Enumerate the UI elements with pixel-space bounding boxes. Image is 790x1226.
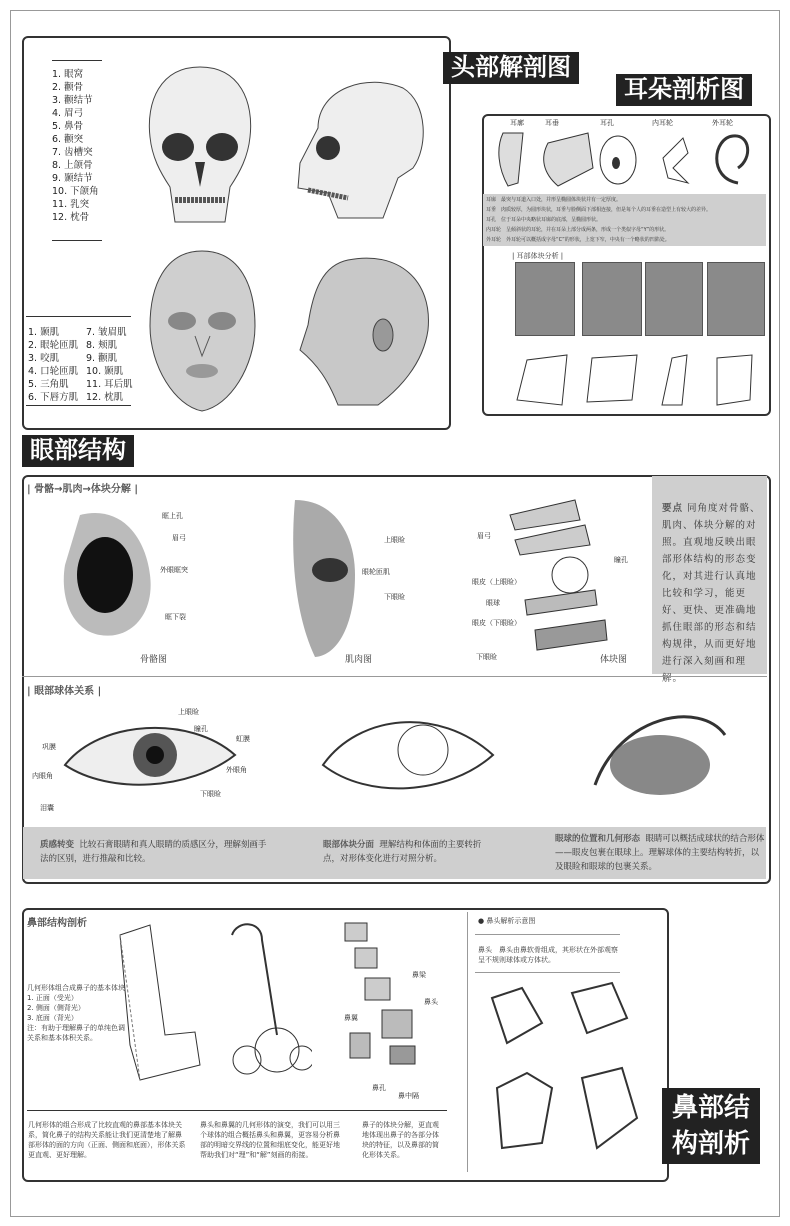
eye-geometry-drawing (590, 695, 730, 805)
ear-part-label: 内耳轮 (652, 119, 673, 127)
ear-description-item: 耳廓 最突与耳道入口处，并形呈椭圆体块状并有一定厚度。 (486, 197, 622, 203)
divider (52, 60, 102, 61)
note-geometry (555, 832, 765, 874)
nose-note: 鼻子的体块分解，更直观地体现出鼻子的各部分体块的特征，以及鼻部的简化形体关系。 (362, 1121, 439, 1159)
ear-description-item: 内耳轮 呈倾斜状的耳轮，并在耳朵上部分成两条，形成一个类似字母“Y”的形状。 (486, 227, 670, 233)
divider (52, 240, 102, 241)
muscle-list-item: 1. 颞肌 (28, 327, 60, 338)
bone-label: 眶下裂 (165, 613, 186, 621)
eye-caption: 骨骼图 (140, 655, 168, 665)
nose-tip-blocks-drawing (482, 978, 652, 1158)
nose-block-label: 鼻头 (424, 998, 438, 1006)
ear-description-item: 外耳轮 外耳轮可以概括成字母“C”的形状，上宽下窄，中央有一个略状的凹陷处。 (486, 237, 670, 243)
nose-structure-tag: 鼻部结 构剖析 (662, 1088, 760, 1164)
divider (26, 316, 131, 317)
block-label: 眼皮（下眼睑） (472, 619, 521, 627)
ear-parts-drawing (488, 128, 760, 190)
eyeball-realistic-drawing (60, 710, 240, 800)
divider (22, 676, 767, 677)
head-muscles-front-drawing (140, 246, 265, 416)
eyeball-label: 泪囊 (40, 804, 54, 812)
muscle-list-item: 9. 颧肌 (86, 353, 118, 364)
block-label: 瞳孔 (614, 556, 628, 564)
ear-description-item: 耳孔 位于耳朵中央略状耳廓的底部，呈椭圆形状。 (486, 217, 602, 223)
bone-label: 眶上孔 (162, 512, 183, 520)
ear-photo-3 (645, 262, 703, 336)
tips-title: 要点 (662, 503, 684, 514)
nose-section-title: 鼻部结构剖析 (27, 918, 87, 929)
nose-note: 几何形体的组合形成了比较直观的鼻部基本体块关系，简化鼻子的结构关系能让我们更清楚地了解鼻部形体的面的方向（正面、侧面和底面），形体关系更直观、更好理解。 (28, 1121, 186, 1159)
ear-block-sketches (512, 350, 762, 410)
muscle-list-item: 10. 颞肌 (86, 366, 124, 377)
bone-list-item: 1. 眼窝 (52, 69, 84, 80)
nose-block-label: 鼻孔 (372, 1084, 386, 1092)
muscle-label: 上眼睑 (384, 536, 405, 544)
bone-list-item: 9. 颞结节 (52, 173, 93, 184)
eye-tips (662, 500, 762, 687)
skull-front-drawing (140, 62, 260, 232)
muscle-list-item: 12. 枕肌 (86, 392, 124, 403)
note-text: 眼睛可以概括成球状的结合形体——眼皮包裹在眼球上。理解球体的主要结构转折，以及眼睑和眼球的包裹关系。 (555, 834, 765, 872)
eyeball-label: 外眼角 (226, 766, 247, 774)
bone-list-item: 3. 颧结节 (52, 95, 93, 106)
note-title: 眼球的位置和几何形态 (555, 834, 641, 844)
eyeball-label: 下眼睑 (200, 790, 221, 798)
geo-title: 几何形体组合成鼻子的基本体块 (27, 984, 125, 992)
muscle-list-item: 2. 眼轮匝肌 (28, 340, 79, 351)
muscle-list-left (28, 326, 78, 404)
block-label: 眼球 (486, 599, 500, 607)
ear-part-label: 耳垂 (545, 119, 559, 127)
view-front: 1. 正面（受光） (27, 994, 78, 1002)
muscle-list-item: 4. 口轮匝肌 (28, 366, 79, 377)
ear-part-label: 外耳轮 (712, 119, 733, 127)
eye-structure-tag: 眼部结构 (22, 435, 134, 467)
ear-photo-1 (515, 262, 575, 336)
bone-list-item: 6. 颧突 (52, 134, 84, 145)
eye-bone-drawing (60, 505, 160, 645)
note-planes (323, 838, 498, 866)
ear-description-list (486, 195, 764, 245)
bone-label: 眉弓 (172, 534, 186, 542)
eye-planes-drawing (318, 700, 498, 805)
nose-right-title: ● 鼻头解析示意图 (478, 917, 536, 925)
eyeball-label: 内眼角 (32, 772, 53, 780)
note-title: 眼部体块分面 (323, 840, 375, 850)
bone-list-item: 11. 乳突 (52, 199, 90, 210)
block-label: 眉弓 (477, 532, 491, 540)
tips-text: 同角度对骨骼、肌肉、体块分解的对照。直观地反映出眼部形体结构的形态变化，对其进行认真地比较和学习，能更好、更快、更准确地抓住眼部的形态和结构规律，从而更好地进行深入刻画和理解。 (662, 503, 761, 684)
ear-photo-4 (707, 262, 765, 336)
muscle-list-item: 7. 皱眉肌 (86, 327, 127, 338)
eye-section-2-title: | 眼部球体关系 | (27, 686, 102, 697)
note-texture (40, 838, 270, 866)
nose-block-label: 鼻梁 (412, 971, 426, 979)
ear-description-item: 耳垂 肉质较厚，为圆形块状，耳垂与脸侧面下部相连接，但是每个人的耳垂在造型上有较大的差异。 (486, 207, 712, 213)
ear-anatomy-tag: 耳朵剖析图 (616, 74, 752, 106)
eyeball-label: 瞳孔 (194, 725, 208, 733)
nose-block-label: 鼻中隔 (398, 1092, 419, 1100)
eye-muscle-drawing (285, 495, 360, 660)
ear-part-label: 耳廓 (510, 119, 524, 127)
ear-block-section-title: | 耳部体块分析 | (512, 252, 564, 260)
head-anatomy-tag: 头部解剖图 (443, 52, 579, 84)
divider (26, 405, 131, 406)
block-label: 眼皮（上眼睑） (472, 578, 521, 586)
view-side: 2. 侧面（侧背光） (27, 1004, 85, 1012)
muscle-list-item: 6. 下唇方肌 (28, 392, 79, 403)
muscle-list-item: 3. 咬肌 (28, 353, 60, 364)
bone-list-item: 4. 眉弓 (52, 108, 84, 119)
muscle-list-item: 5. 三角肌 (28, 379, 69, 390)
bone-list-item: 2. 颧骨 (52, 82, 84, 93)
divider (467, 912, 468, 1172)
bone-list-item: 10. 下颌角 (52, 186, 99, 197)
bone-list-item: 8. 上颌骨 (52, 160, 93, 171)
nose-note: 鼻头和鼻翼的几何形体的演变，我们可以用三个球体的组合概括鼻头和鼻翼，更容易分析鼻部的明暗交界线的位置和细底变化，能更好地帮助我们对“理”和“解”刻画的衔接。 (200, 1121, 340, 1159)
eye-caption: 体块图 (600, 655, 628, 665)
note-text: 理解结构和体面的主要转折点，对形体变化进行对照分析。 (323, 840, 482, 864)
eyeball-label: 上眼睑 (178, 708, 199, 716)
ear-part-label: 耳孔 (600, 119, 614, 127)
bone-list-item: 7. 齿槽突 (52, 147, 93, 158)
view-bottom: 3. 底面（背光） (27, 1014, 78, 1022)
note-text: 比较石膏眼睛和真人眼睛的质感区分，理解刻画手法的区别，进行推敲和比较。 (40, 840, 267, 864)
bone-list-item: 12. 枕骨 (52, 212, 90, 223)
muscle-label: 眼轮匝肌 (362, 568, 390, 576)
muscle-label: 下眼睑 (384, 593, 405, 601)
divider (475, 972, 620, 973)
divider (475, 934, 620, 935)
muscle-list-item: 11. 耳后肌 (86, 379, 133, 390)
eyeball-label: 巩膜 (42, 743, 56, 751)
ear-photo-2 (582, 262, 642, 336)
geo-note: 注：有助于理解鼻子的单纯色调关系和基本体积关系。 (27, 1024, 125, 1042)
head-muscles-side-drawing (288, 250, 438, 410)
bone-label: 外眼眶突 (160, 566, 188, 574)
eye-section-1-title: | 骨骼→肌肉→体块分解 | (27, 484, 139, 495)
note-title: 质感转变 (40, 840, 75, 850)
bone-list (52, 68, 99, 224)
nose-geometry-drawing (110, 920, 210, 1085)
block-label: 下眼睑 (476, 653, 497, 661)
eyeball-label: 虹膜 (236, 735, 250, 743)
nose-block-label: 鼻翼 (344, 1014, 358, 1022)
eye-block-drawing (505, 495, 615, 655)
divider (27, 1110, 447, 1111)
bone-list-item: 5. 鼻骨 (52, 121, 84, 132)
muscle-list-item: 8. 颊肌 (86, 340, 118, 351)
nose-balls-drawing (222, 920, 312, 1080)
nose-right-text: 鼻头 鼻头由鼻软骨组成，其形状在外部观察呈不规则球体或方体状。 (478, 946, 618, 964)
skull-side-drawing (288, 68, 433, 228)
muscle-list-right (86, 326, 133, 404)
eye-caption: 肌肉图 (345, 655, 373, 665)
